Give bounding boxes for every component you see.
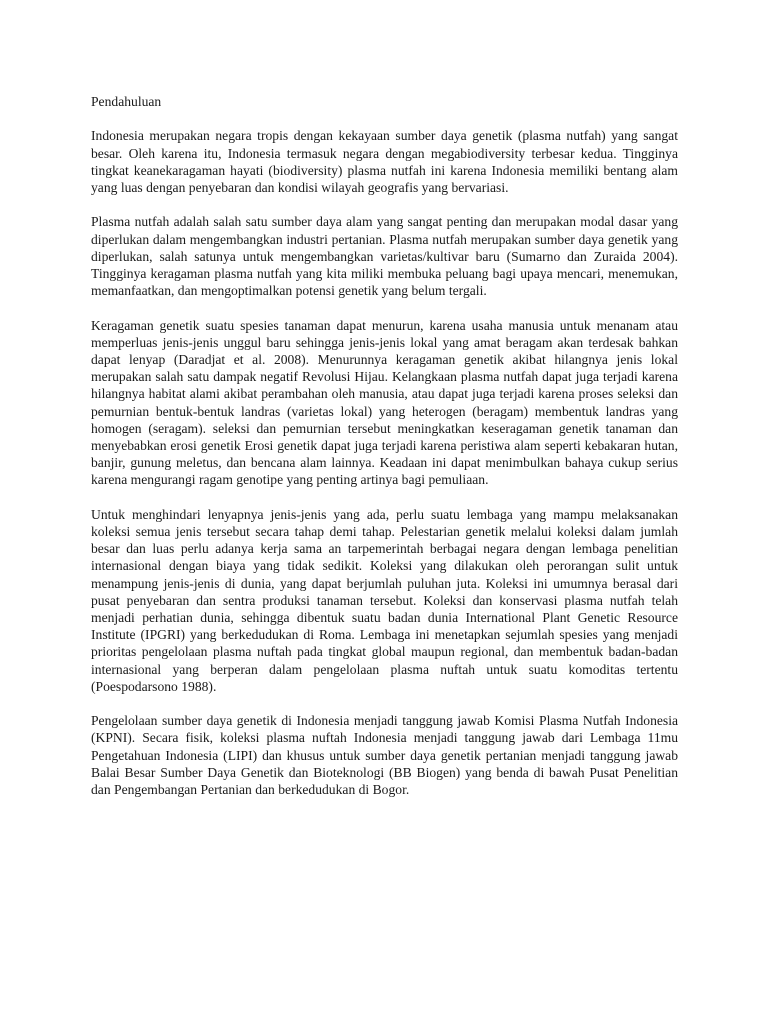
section-heading: Pendahuluan (91, 94, 162, 109)
paragraph-1: Indonesia merupakan negara tropis dengan kekayaan sumber daya genetik (plasma nutfah) yang sangat besar. Oleh karena itu, Indonesia termasuk negara dengan megabiodiversity terbesar kedua. Tingginya tingkat keanekaragaman hayati (biodiversity) plasma nutfah ini karena Indonesia memiliki bentang alam yang luas dengan penyebaran dan kondisi wilayah geografis yang bervariasi. (91, 128, 678, 195)
paragraph-4: Untuk menghindari lenyapnya jenis-jenis yang ada, perlu suatu lembaga yang mampu melaksanakan koleksi semua jenis tersebut secara tahap demi tahap. Pelestarian genetik melalui koleksi dalam jumlah besar dan luas perlu adanya kerja sama an tarpemerintah berbagai negara dengan lembaga penelitian internasional dengan biaya yang tidak sedikit. Koleksi yang dilakukan oleh perorangan sulit untuk menampung jenis-jenis di dunia, yang dapat berjumlah puluhan juta. Koleksi ini umumnya berasal dari pusat penyebaran dan sentra produksi tanaman tersebut. Koleksi dan konservasi plasma nutfah telah menjadi perhatian dunia, sehingga dibentuk suatu badan dunia International Plant Genetic Resource Institute (IPGRI) yang berkedudukan di Roma. Lembaga ini menetapkan sejumlah spesies yang menjadi prioritas pengelolaan plasma nuftah pada tingkat global maupun regional, dan membentuk badan-badan internasional yang berperan dalam pengelolaan plasma nuftah untuk suatu komoditas tertentu (Poespodarsono 1988). (91, 506, 678, 694)
paragraph-5: Pengelolaan sumber daya genetik di Indonesia menjadi tanggung jawab Komisi Plasma Nutfah Indonesia (KPNI). Secara fisik, koleksi plasma nuftah Indonesia menjadi tanggung jawab dari Lembaga 11mu Pengetahuan Indonesia (LIPI) dan khusus untuk sumber daya genetik pertanian menjadi tanggung jawab Balai Besar Sumber Daya Genetik dan Bioteknologi (BB Biogen) yang benda di bawah Pusat Penelitian dan Pengembangan Pertanian dan berkedudukan di Bogor. (91, 713, 678, 798)
paragraph-3: Keragaman genetik suatu spesies tanaman dapat menurun, karena usaha manusia untuk menanam atau memperluas jenis-jenis unggul baru sehingga jenis-jenis lokal yang amat beragam akan terdesak bahkan dapat lenyap (Daradjat et al. 2008). Menurunnya keragaman genetik akibat hilangnya jenis lokal merupakan salah satu dampak negatif Revolusi Hijau. Kelangkaan plasma nutfah dapat juga terjadi karena hilangnya habitat alami akibat perambahan oleh manusia, atau dapat juga terjadi karena proses seleksi dan pemurnian bentuk-bentuk landras (varietas lokal) yang heterogen (beragam) membentuk landras yang homogen (seragam). seleksi dan pemurnian tersebut meningkatkan keseragaman genetik tanaman dan menyebabkan erosi genetik Erosi genetik dapat juga terjadi karena peristiwa alam seperti kebakaran hutan, banjir, gunung meletus, dan bencana alam lainnya. Keadaan ini dapat menimbulkan bahaya cukup serius karena mengurangi ragam genotipe yang penting artinya bagi pemuliaan. (91, 317, 678, 488)
document-page (91, 93, 678, 815)
paragraph-2: Plasma nutfah adalah salah satu sumber daya alam yang sangat penting dan merupakan modal dasar yang diperlukan dalam mengembangkan industri pertanian. Plasma nutfah merupakan sumber daya genetik yang diperlukan, salah satunya untuk mengembangkan varietas/kultivar baru (Sumarno dan Zuraida 2004). Tingginya keragaman plasma nutfah yang kita miliki membuka peluang bagi upaya mencari, menemukan, memanfaatkan, dan mengoptimalkan potensi genetik yang belum tergali. (91, 214, 678, 299)
